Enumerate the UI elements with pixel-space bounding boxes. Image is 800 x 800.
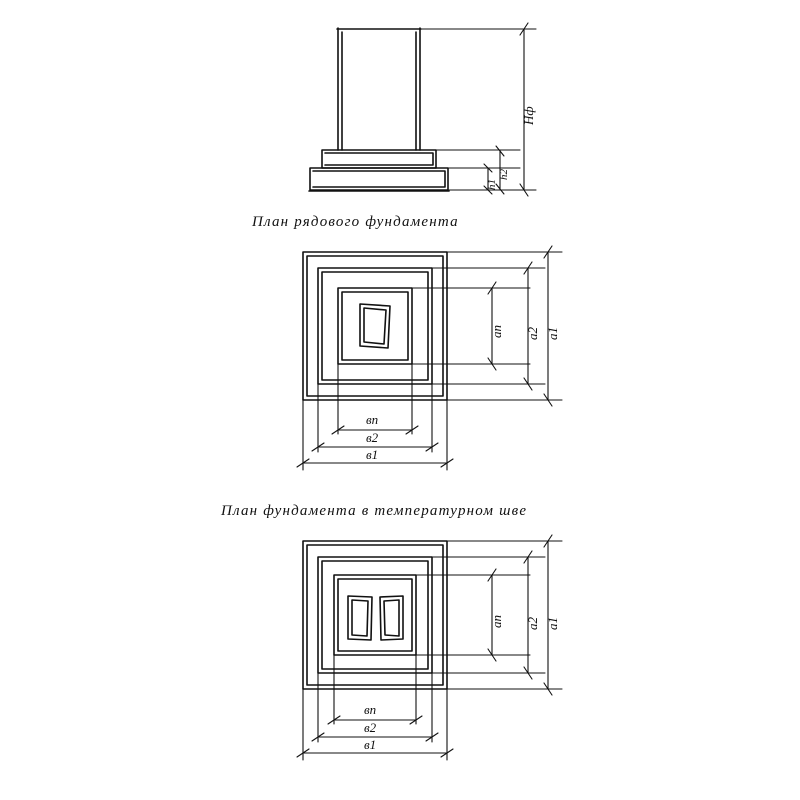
dim-label-total-height: Нф	[521, 106, 536, 125]
dim-label-temp-a2: а2	[525, 617, 540, 630]
dim-label-row-a2: а2	[525, 327, 540, 340]
dim-label-row-b2: в2	[366, 430, 379, 445]
plan-temp-foundation	[303, 541, 447, 689]
elevation-view	[309, 28, 449, 191]
dim-label-row-bp: вп	[366, 412, 379, 427]
plan-row-foundation	[303, 252, 447, 400]
dim-label-temp-b1: в1	[364, 737, 377, 752]
caption-plan-temp: План фундамента в температурном шве	[221, 503, 528, 519]
dim-label-temp-bp: вп	[364, 702, 377, 717]
dim-label-step1: h1	[486, 179, 498, 190]
caption-plan-row: План рядового фундамента	[252, 214, 459, 230]
dim-label-temp-a1: а1	[545, 617, 560, 630]
dim-label-step2: h2	[498, 169, 510, 180]
dim-label-row-ap: ап	[489, 325, 504, 338]
dim-label-temp-ap: ап	[489, 615, 504, 628]
dim-label-row-b1: в1	[366, 447, 379, 462]
dim-label-row-a1: а1	[545, 327, 560, 340]
dim-label-temp-b2: в2	[364, 720, 377, 735]
